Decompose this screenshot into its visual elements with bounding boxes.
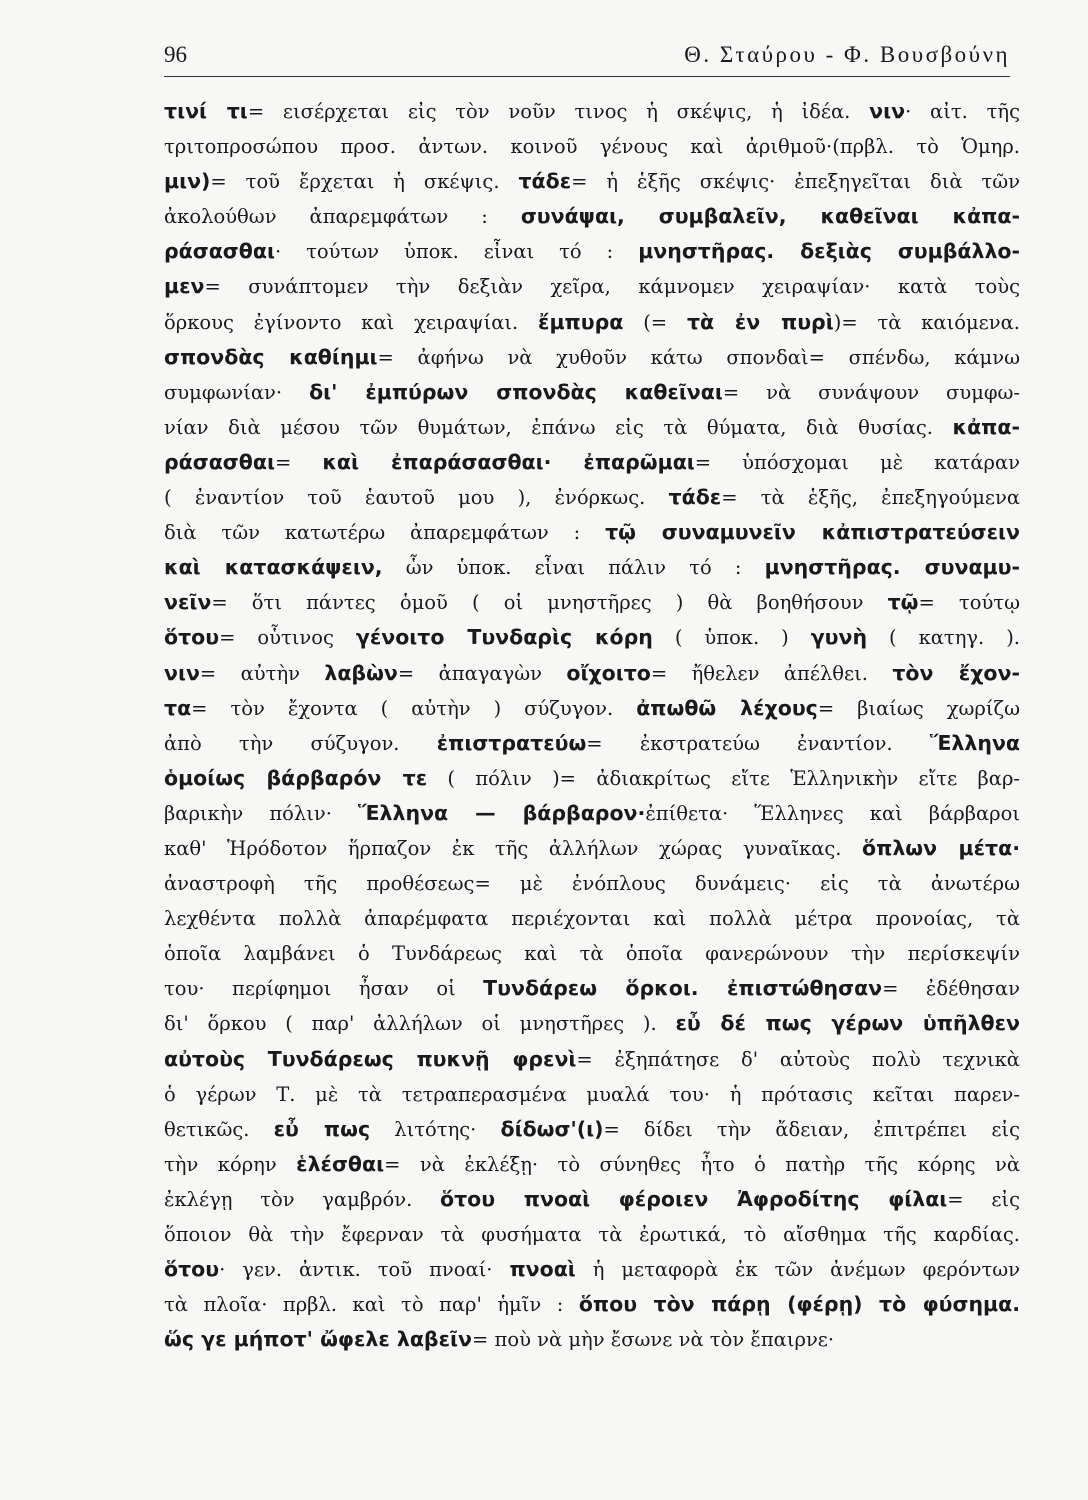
text-line [164,1042,1020,1077]
text-line [164,305,1020,340]
gloss-text: = συνάπτομεν τὴν δεξιὰν χεῖρα, κάμνομεν χειραψίαν· κατὰ τοὺς [204,275,1020,299]
text-line [164,726,1020,761]
lemma-term: Ἕλληνα [929,730,1020,755]
gloss-text: δι' ὅρκου ( παρ' ἀλλήλων οἱ μνηστῆρες ). [164,1012,676,1036]
lemma-term: ράσασθαι [164,449,275,474]
gloss-text: · αἰτ. τῆς [905,100,1020,123]
text-line [164,1217,1020,1252]
text-line [164,585,1020,620]
text-line [164,1322,1020,1357]
page-header [164,34,1010,77]
lemma-term: εὖ πως [273,1116,371,1141]
lemma-term: μεν [164,274,205,299]
lemma-term: Ἕλληνα — βάρβαρον· [357,800,646,825]
gloss-text: = ἤθελεν ἀπέλθει. [650,661,893,685]
gloss-text: = δίδει τὴν ἄδειαν, ἐπιτρέπει εἰς [603,1117,1020,1141]
gloss-text: θετικῶς. [164,1117,274,1141]
lemma-term: ὅπου τὸν πάρῃ (φέρῃ) τὸ φύσημα. [578,1292,1020,1317]
lemma-term: νιν [869,99,906,123]
gloss-text: ἀπὸ τὴν σύζυγον. [164,731,437,755]
text-line [164,515,1020,550]
lemma-term: ὅπλων μέτα· [862,835,1020,860]
text-line [164,761,1020,796]
gloss-text: (= [623,310,687,334]
lemma-term: γένοιτο Τυνδαρὶς κόρη [355,625,653,650]
text-line [164,1182,1020,1217]
text-line [164,796,1020,831]
gloss-text: = τὰ ἑξῆς, ἐπεξηγούμενα [721,486,1020,510]
gloss-text: = οὗτινος [219,626,356,650]
lemma-term: αὐτοὺς Τυνδάρεως πυκνῇ φρενὶ [164,1046,577,1071]
gloss-text: = αὐτὴν [199,661,325,685]
gloss-text: ὁ γέρων Τ. μὲ τὰ τετραπερασμένα μυαλά του· ἡ πρότασις κεῖται παρεν- [164,1082,1020,1106]
text-line [164,936,1020,971]
lemma-term: ἐπιστρατεύω [436,730,587,755]
lemma-term: τάδε [518,169,572,194]
lemma-term: γυνὴ [810,625,868,650]
gloss-text: = νὰ ἐκλέξῃ· τὸ σύνηθες ἦτο ὁ πατὴρ τῆς κόρης νὰ [384,1152,1020,1176]
gloss-text: τὰ πλοῖα· πρβλ. καὶ τὸ παρ' ἡμῖν : [164,1293,579,1317]
gloss-text: ὧν ὑποκ. εἶναι πάλιν τό : [382,556,765,580]
gloss-text: τὴν κόρην [164,1152,297,1176]
lemma-term: ἀπωθῶ λέχους [636,695,818,720]
text-line [164,129,1020,164]
lemma-term: καὶ ἐπαράσασθαι· ἐπαρῶμαι [322,449,695,474]
page-number: 96 [164,42,187,67]
text-line [164,691,1020,726]
text-line [164,445,1020,480]
gloss-text: = ὑπόσχομαι μὲ κατάραν [694,450,1020,474]
lemma-term: ἑλέσθαι [296,1151,385,1176]
gloss-text: = ἡ ἑξῆς σκέψις· ἐπεξηγεῖται διὰ τῶν [571,170,1020,194]
lemma-term: ὅτου πνοαὶ φέροιεν Ἀφροδίτης φίλαι [440,1186,948,1211]
text-line [164,971,1020,1006]
text-line [164,269,1020,304]
text-line [164,164,1020,199]
lemma-term: ὅτου [164,625,220,650]
gloss-text: τριτοπροσώπου προσ. ἀντων. κοινοῦ γένους καὶ ἀριθμοῦ·(πρβλ. τὸ Ὁμηρ. [164,135,1020,159]
lemma-term: κἀπα- [952,414,1020,439]
running-head: Θ. Σταύρου - Φ. Βουσβούνη [684,42,1010,67]
gloss-text: = ἐξηπάτησε δ' αὐτοὺς πολὺ τεχνικὰ [576,1047,1020,1071]
gloss-text: = ἀπαγαγὼν [397,661,567,685]
gloss-text: του· περίφημοι ἦσαν οἱ [164,977,484,1001]
gloss-text: = [274,450,323,474]
text-line [164,410,1020,445]
gloss-text: = νὰ συνάψουν συμφω- [722,380,1020,404]
lemma-term: καὶ κατασκάψειν, [164,555,383,580]
gloss-text: = βιαίως χωρίζω [817,696,1020,720]
gloss-text: διὰ τῶν κατωτέρω ἀπαρεμφάτων : [164,521,606,545]
commentary-text [164,94,1020,1357]
text-line [164,1147,1020,1182]
gloss-text: λιτότης· [370,1117,501,1141]
gloss-text: ( πόλιν )= ἀδιακρίτως εἴτε Ἑλληνικὴν εἴτε βαρ- [427,766,1020,790]
text-line [164,901,1020,936]
text-line [164,340,1020,375]
lemma-term: τὰ ἐν πυρὶ [686,309,834,334]
lemma-term: νεῖν [164,590,212,615]
gloss-text: ἐπίθετα· Ἕλληνες καὶ βάρβαροι [645,801,1020,825]
gloss-text: = ὅτι πάντες ὁμοῦ ( οἱ μνηστῆρες ) θὰ βοηθήσουν [211,591,888,615]
lemma-term: μνηστῆρας. δεξιὰς συμβάλλο- [638,239,1020,264]
gloss-text: = τὸν ἔχοντα ( αὐτὴν ) σύζυγον. [191,696,637,720]
text-line [164,1252,1020,1287]
lemma-term: ὁμοίως βάρβαρόν τε [164,765,428,790]
gloss-text: βαρικὴν πόλιν· [164,801,358,825]
lemma-term: πνοαὶ [509,1257,576,1282]
gloss-text: = τοῦ ἔρχεται ἡ σκέψις. [210,170,519,194]
lemma-term: μιν) [164,169,211,194]
lemma-term: τῷ συναμυνεῖν κἀπιστρατεύσειν [605,520,1020,545]
gloss-text: = ποὺ νὰ μὴν ἔσωνε νὰ τὸν ἔπαιρνε· [471,1328,835,1352]
lemma-term: δίδωσ'(ι) [500,1116,604,1141]
text-line [164,1112,1020,1147]
text-line [164,234,1020,269]
lemma-term: οἴχοιτο [566,660,651,685]
lemma-term: νιν [164,660,200,685]
text-line [164,866,1020,901]
text-line [164,480,1020,515]
gloss-text: · τούτων ὑποκ. εἶναι τό : [274,240,639,264]
lemma-term: ὥς γε μήποτ' ὤφελε λαβεῖν [164,1327,472,1352]
gloss-text: ( ἐναντίον τοῦ ἑαυτοῦ μου ), ἐνόρκως. [164,486,669,510]
gloss-text: ὅποιον θὰ τὴν ἔφερναν τὰ φυσήματα τὰ ἐρωτικά, τὸ αἴσθημα τῆς καρδίας. [164,1223,1020,1246]
text-line [164,1287,1020,1322]
gloss-text: λεχθέντα πολλὰ ἀπαρέμφατα περιέχονται καὶ πολλὰ μέτρα προνοίας, τὰ [164,907,1020,931]
gloss-text: ἀναστροφὴ τῆς προθέσεως= μὲ ἐνόπλους δυνάμεις· εἰς τὰ ἀνωτέρω [164,872,1020,896]
gloss-text: )= τὰ καιόμενα. [833,310,1020,334]
gloss-text: = ἐδέθησαν [882,977,1020,1001]
gloss-text: = ἐκστρατεύω ἐναντίον. [586,731,930,755]
lemma-term: σπονδὰς καθίημι [164,344,378,369]
text-line [164,1077,1020,1112]
lemma-term: ἔμπυρα [538,309,624,334]
gloss-text: ( κατηγ. ). [867,626,1020,650]
lemma-term: τάδε [668,485,722,510]
lemma-term: Τυνδάρεω ὅρκοι. ἐπιστώθησαν [483,976,883,1001]
lemma-term: ὅτου [164,1257,220,1282]
lemma-term: τα [164,695,192,720]
text-line [164,831,1020,866]
gloss-text: ( ὑποκ. ) [652,626,811,650]
lemma-term: δι' ἐμπύρων σπονδὰς καθεῖναι [309,379,723,404]
gloss-text: συμφωνίαν· [164,380,310,404]
lemma-term: συνάψαι, συμβαλεῖν, καθεῖναι κἀπα- [520,204,1020,229]
lemma-term: μνηστῆρας. συναμυ- [764,555,1020,580]
gloss-text: νίαν διὰ μέσου τῶν θυμάτων, ἐπάνω εἰς τὰ θύματα, διὰ θυσίας. [164,415,953,439]
gloss-text: καθ' Ἡρόδοτον ἥρπαζον ἐκ τῆς ἀλλήλων χώρας γυναῖκας. [164,836,863,860]
gloss-text: ἡ μεταφορὰ ἐκ τῶν ἀνέμων φερόντων [575,1258,1020,1282]
gloss-text: = τούτῳ [918,591,1020,615]
lemma-term: εὖ δέ πως γέρων ὑπῆλθεν [675,1011,1020,1036]
gloss-text: ἀκολούθων ἀπαρεμφάτων : [164,205,521,229]
text-line [164,94,1020,129]
text-line [164,199,1020,234]
gloss-text: ὅρκους ἐγίνοντο καὶ χειραψίαι. [164,310,539,334]
text-line [164,1006,1020,1041]
gloss-text: = εισέρχεται εἰς τὸν νοῦν τινος ἡ σκέψις, ἡ ἰδέα. [247,100,870,123]
gloss-text: = ἀφήνω νὰ χυθοῦν κάτω σπονδαὶ= σπένδω, κάμνω [377,345,1020,369]
lemma-term: τινί τι [164,99,248,123]
gloss-text: = εἰς [947,1187,1020,1211]
gloss-text: ὁποῖα λαμβάνει ὁ Τυνδάρεως καὶ τὰ ὁποῖα φανερώνουν τὴν περίσκεψίν [164,942,1020,966]
gloss-text: · γεν. ἀντικ. τοῦ πνοαί· [219,1258,510,1282]
lemma-term: τὸν ἔχον- [892,660,1020,685]
lemma-term: ράσασθαι [164,239,275,264]
text-line [164,620,1020,655]
text-line [164,375,1020,410]
gloss-text: ἐκλέγῃ τὸν γαμβρόν. [164,1187,441,1211]
text-line [164,656,1020,691]
text-line [164,550,1020,585]
lemma-term: λαβὼν [324,660,398,685]
lemma-term: τῷ [887,590,919,615]
